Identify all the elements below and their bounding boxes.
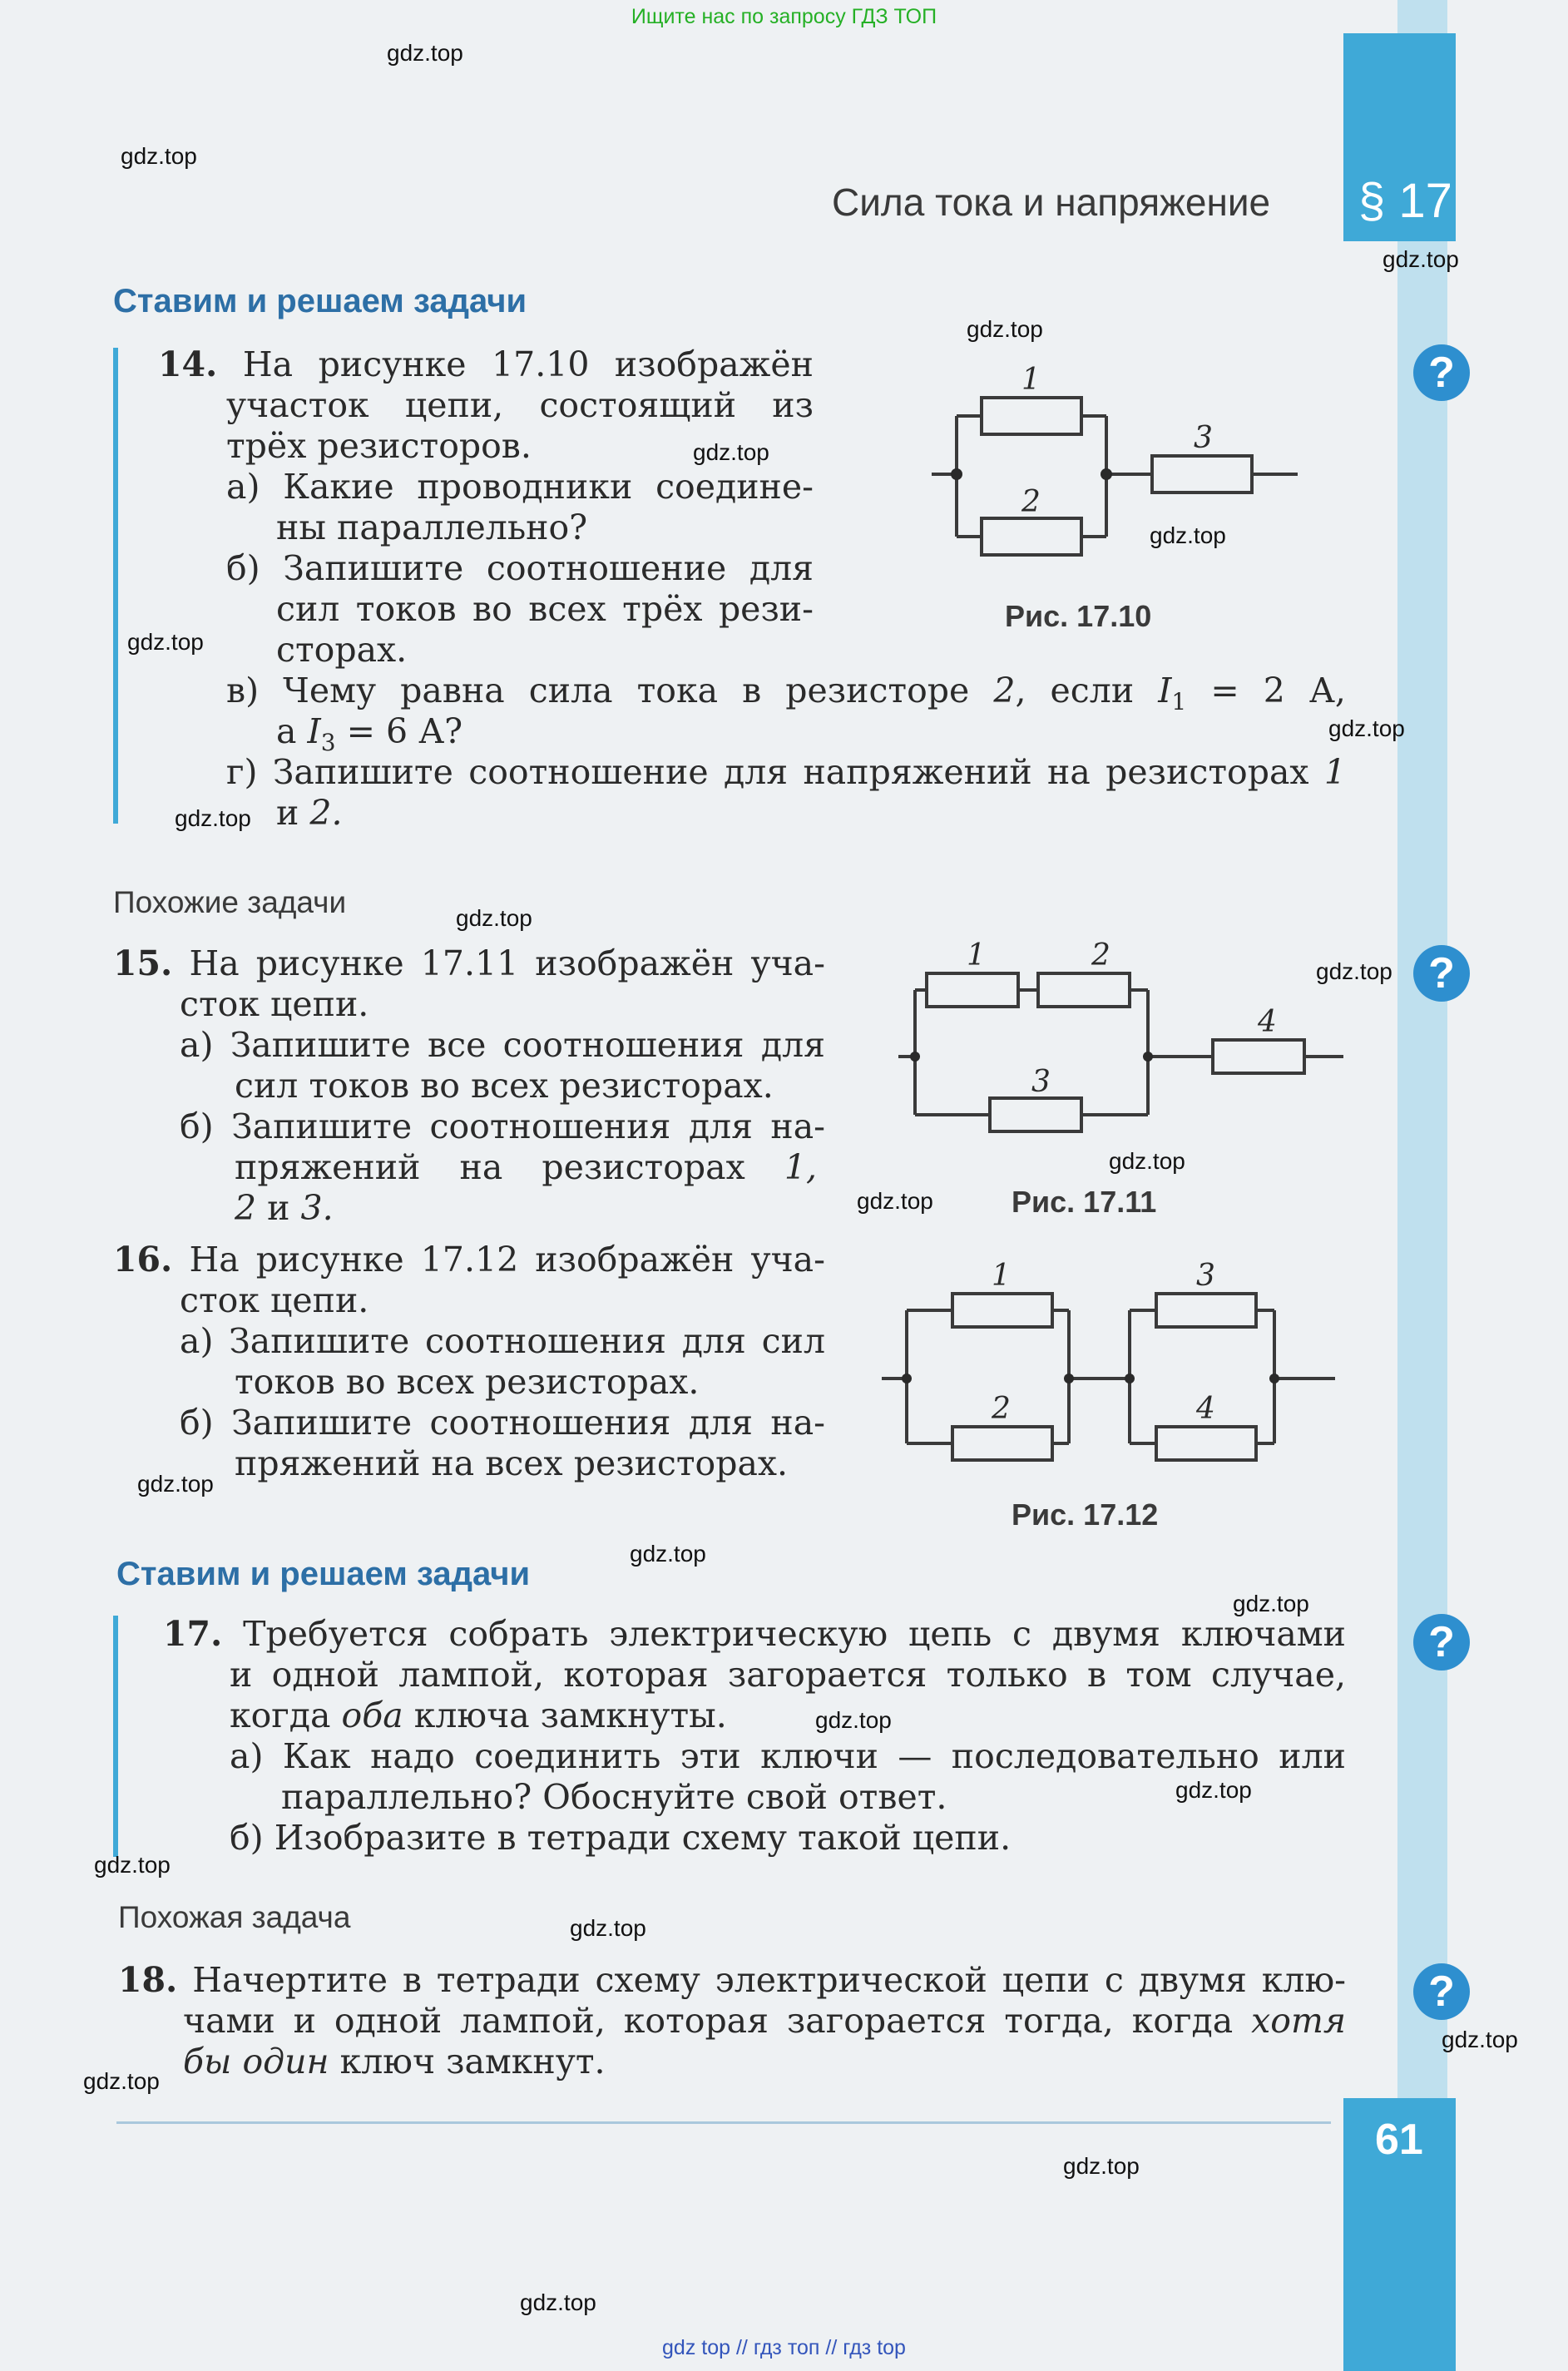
resistor-label: 4 (1258, 1005, 1277, 1039)
figure-17-12 (882, 1248, 1348, 1481)
resistor-label: 4 (1196, 1392, 1215, 1426)
running-header: Сила тока и напряжение (832, 181, 1271, 224)
resistor-label: 1 (967, 938, 986, 973)
problem-15a: а) Запишите все соотношения для (180, 1025, 825, 1065)
junction (1101, 468, 1112, 480)
watermark: gdz.top (570, 1915, 646, 1941)
problem-17-line: когда оба ключа замкнуты. (230, 1695, 727, 1735)
section-heading: Ставим и решаем задачи (113, 283, 527, 319)
problem-16-line: 16. На рисунке 17.12 изображён уча- (113, 1240, 825, 1280)
watermark: gdz.top (1063, 2153, 1140, 2179)
watermark: gdz.top (1150, 522, 1226, 548)
problem-16b: б) Запишите соотношения для на- (180, 1403, 825, 1443)
problem-14-line (158, 344, 814, 385)
problem-16a: а) Запишите соотношения для сил (180, 1321, 825, 1361)
watermark: gdz.top (1109, 1148, 1185, 1174)
resistor-label: 2 (1021, 485, 1041, 519)
problem-16a: токов во всех резисторах. (235, 1362, 700, 1402)
problem-14a: а) Какие проводники соедине- (226, 467, 814, 507)
watermark: gdz.top (456, 905, 532, 931)
watermark: gdz.top (520, 2289, 596, 2315)
junction (1143, 1052, 1153, 1062)
problem-14-line: участок цепи, состоящий из (226, 385, 814, 425)
help-icon[interactable]: ? (1413, 344, 1470, 401)
watermark: gdz.top (387, 40, 463, 66)
problem-16b: пряжений на всех резисторах. (235, 1443, 789, 1483)
problem-18-line: бы один ключ замкнут. (183, 2042, 606, 2081)
problem-15-line: сток цепи. (180, 984, 369, 1024)
subsection-heading: Похожая задача (118, 1900, 351, 1934)
watermark: gdz.top (815, 1707, 892, 1733)
problem-15b: пряжений на резисторах 1, (235, 1147, 817, 1187)
watermark: gdz.top (83, 2068, 160, 2094)
resistor-label: 3 (1031, 1065, 1051, 1099)
problem-14-line: трёх резисторов. (226, 426, 532, 466)
task-accent-bar (113, 1616, 118, 1857)
problem-17a: а) Как надо соединить эти ключи — последовательно или (230, 1736, 1346, 1776)
help-icon[interactable]: ? (1413, 1963, 1470, 2020)
junction (1269, 1374, 1279, 1383)
resistor-label: 2 (992, 1392, 1011, 1426)
problem-14d: г) Запишите соотношение для напряжений на резисторах 1 (226, 752, 1346, 792)
watermark: gdz.top (1383, 246, 1459, 272)
junction (1125, 1374, 1135, 1383)
problem-14c: а $I_3 = 6$ А? (276, 711, 463, 757)
problem-14c: в) Чему равна сила тока в резисторе 2, если $I_1 = 2$ А, (226, 671, 1346, 716)
watermark: gdz.top (693, 439, 769, 465)
watermark: gdz.top (1442, 2027, 1518, 2052)
page-number-box (1343, 2098, 1456, 2371)
problem-17-line: и одной лампой, которая загорается только в том случае, (230, 1655, 1346, 1695)
figure-caption: Рис. 17.10 (1005, 599, 1152, 633)
problem-17b: б) Изобразите в тетради схему такой цепи. (230, 1818, 1012, 1858)
junction (902, 1374, 912, 1383)
watermark: gdz.top (1233, 1591, 1309, 1616)
problem-15b: б) Запишите соотношения для на- (180, 1106, 825, 1146)
section-heading: Ставим и решаем задачи (116, 1556, 531, 1592)
resistor-label: 3 (1194, 421, 1213, 455)
figure-17-10 (932, 349, 1348, 582)
top-banner[interactable]: Ищите нас по запросу ГДЗ ТОП (631, 5, 937, 28)
help-icon[interactable]: ? (1413, 945, 1470, 1002)
junction (1064, 1374, 1074, 1383)
figure-caption: Рис. 17.11 (1012, 1185, 1157, 1219)
problem-14b: б) Запишите соотношение для (226, 548, 814, 588)
problem-16-line: сток цепи. (180, 1280, 369, 1320)
task-accent-bar (113, 348, 118, 824)
section-number: § 17 (1358, 174, 1452, 228)
resistor-label: 3 (1196, 1259, 1215, 1293)
problem-18-line: 18. Начертите в тетради схему электрической цепи с двумя клю- (118, 1960, 1346, 2000)
problem-14d: и 2. (276, 793, 343, 833)
problem-14b: сторах. (276, 630, 408, 670)
resistor-label: 1 (1021, 363, 1041, 397)
problem-15-line: 15. На рисунке 17.11 изображён уча- (113, 943, 825, 983)
watermark: gdz.top (857, 1188, 933, 1214)
watermark: gdz.top (137, 1471, 214, 1497)
resistor-label: 2 (1091, 938, 1110, 973)
bottom-banner[interactable]: gdz top // гдз топ // гдз top (662, 2336, 906, 2359)
watermark: gdz.top (1316, 958, 1392, 984)
problem-number: 14. (158, 344, 218, 384)
watermark: gdz.top (1175, 1777, 1252, 1803)
text-line: На рисунке 17.10 изображён (242, 344, 814, 384)
problem-17-line: 17. Требуется собрать электрическую цепь с двумя ключами (163, 1614, 1346, 1654)
junction (910, 1052, 920, 1062)
page-number: 61 (1375, 2116, 1423, 2164)
problem-15a: сил токов во всех резисторах. (235, 1066, 774, 1106)
figure-17-11 (898, 932, 1348, 1148)
figure-caption: Рис. 17.12 (1012, 1497, 1159, 1532)
junction (951, 468, 962, 480)
watermark: gdz.top (967, 316, 1043, 342)
help-icon[interactable]: ? (1413, 1614, 1470, 1671)
watermark: gdz.top (121, 143, 197, 169)
watermark: gdz.top (94, 1852, 171, 1878)
problem-17a: параллельно? Обоснуйте свой ответ. (281, 1777, 947, 1817)
bottom-rule (116, 2121, 1331, 2124)
watermark: gdz.top (630, 1541, 706, 1567)
resistor-label: 1 (992, 1259, 1011, 1293)
watermark: gdz.top (175, 805, 251, 831)
watermark: gdz.top (127, 629, 204, 655)
section-tab (1343, 33, 1456, 241)
problem-14b: сил токов во всех трёх рези- (276, 589, 814, 629)
problem-18-line: чами и одной лампой, которая загорается тогда, когда хотя (183, 2001, 1346, 2041)
problem-14a: ны параллельно? (276, 507, 588, 547)
problem-15b: 2 и 3. (235, 1188, 334, 1228)
subsection-heading: Похожие задачи (113, 885, 347, 919)
watermark: gdz.top (1328, 715, 1405, 741)
